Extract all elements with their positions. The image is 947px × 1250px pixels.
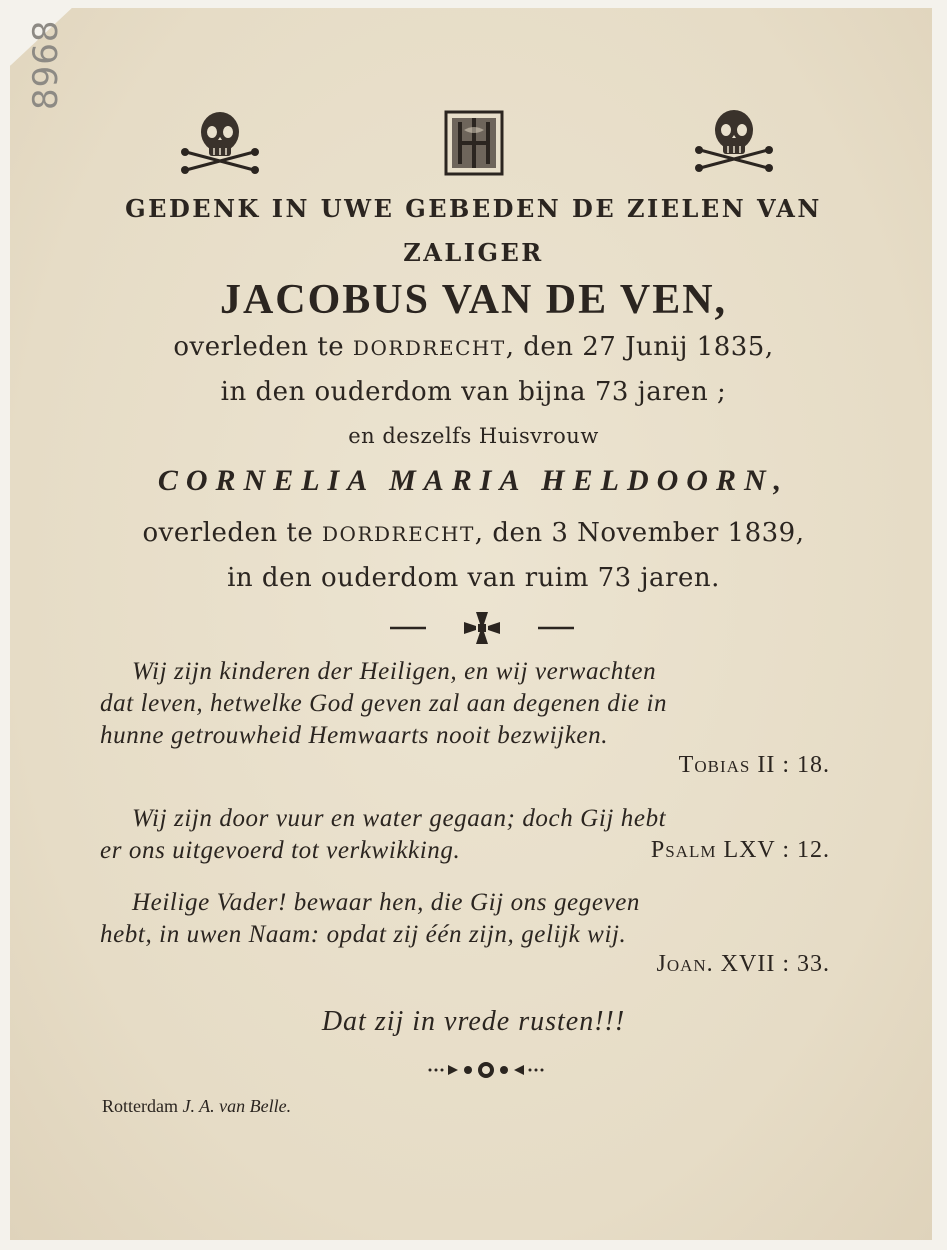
quote-1-reference-text: Tobias II : 18. bbox=[678, 752, 830, 778]
inventory-number: 8968 bbox=[26, 19, 66, 110]
age-info-1: in den ouderdom van bijna 73 jaren ; bbox=[220, 377, 727, 407]
death-info-2 bbox=[0, 518, 947, 548]
printer-name: J. A. van Belle. bbox=[182, 1096, 292, 1116]
deceased-name-1: JACOBUS VAN DE VEN, bbox=[219, 277, 728, 323]
quote-2-reference-text: Psalm LXV : 12. bbox=[650, 837, 830, 863]
death-city-1: DORDRECHT bbox=[352, 336, 506, 360]
ihs-monogram-icon bbox=[444, 110, 504, 176]
printer-city: Rotterdam bbox=[102, 1096, 178, 1116]
cross-divider bbox=[386, 608, 576, 648]
heading-line-2: ZALIGER bbox=[403, 238, 544, 267]
quote-2-line-2: er ons uitgevoerd tot verkwikking. bbox=[100, 837, 461, 864]
printer-line bbox=[102, 1096, 291, 1117]
deceased-name-2: CORNELIA MARIA HELDOORN, bbox=[157, 464, 790, 497]
quote-1-line-3: hunne getrouwheid Hemwaarts nooit bezwijken. bbox=[100, 722, 609, 749]
death-info-2-post: , den 3 November 1839, bbox=[474, 518, 805, 548]
death-info-1 bbox=[0, 332, 947, 362]
death-info-1-pre: overleden te bbox=[173, 332, 353, 362]
quote-1-reference bbox=[500, 752, 830, 779]
closing-line: Dat zij in vrede rusten!!! bbox=[321, 1006, 626, 1037]
skull-crossbones-icon-left bbox=[180, 108, 260, 178]
age-info-2: in den ouderdom van ruim 73 jaren. bbox=[227, 563, 720, 593]
cross-pattee-icon bbox=[464, 612, 500, 644]
death-info-2-pre: overleden te bbox=[142, 518, 323, 548]
quote-2-line-1: Wij zijn door vuur en water gegaan; doch Gij hebt bbox=[132, 805, 667, 832]
quote-1-line-2: dat leven, hetwelke God geven zal aan degenen die in bbox=[100, 690, 668, 717]
skull-crossbones-icon-right bbox=[694, 106, 774, 176]
death-info-1-post: , den 27 Junij 1835, bbox=[505, 332, 774, 362]
quote-2-reference bbox=[580, 837, 830, 864]
spouse-intro: en deszelfs Huisvrouw bbox=[348, 424, 599, 448]
quote-3-reference-text: Joan. XVII : 33. bbox=[656, 951, 830, 977]
quote-3-line-2: hebt, in uwen Naam: opdat zij één zijn, gelijk wij. bbox=[100, 921, 627, 948]
quote-3-line-1: Heilige Vader! bewaar hen, die Gij ons gegeven bbox=[132, 889, 641, 916]
quote-3-reference bbox=[500, 951, 830, 978]
death-city-2: DORDRECHT bbox=[322, 522, 475, 546]
quote-1-line-1: Wij zijn kinderen der Heiligen, en wij verwachten bbox=[132, 658, 657, 685]
ornament-icon bbox=[424, 1058, 548, 1082]
heading-line-1: GEDENK IN UWE GEBEDEN DE ZIELEN VAN bbox=[125, 194, 822, 223]
